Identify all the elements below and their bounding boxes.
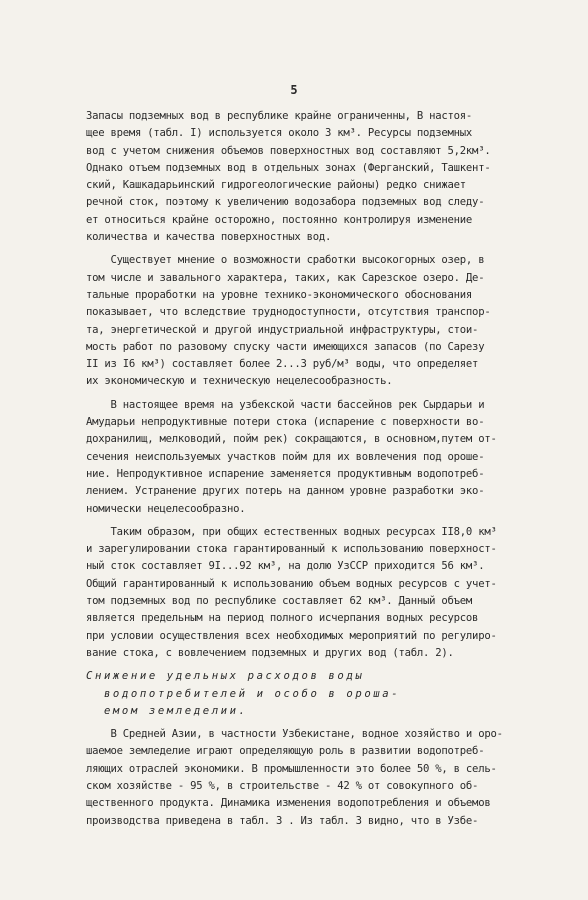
section-heading-line: емом земледелии.	[86, 704, 248, 717]
text-line: ский, Кашкадарьинский гидрогеологические районы) редко снижает	[86, 179, 466, 192]
text-line: производства приведена в табл. 3 . Из табл. 3 видно, что в Узбе-	[86, 814, 479, 827]
text-line: II из I6 км³) составляет более 2...3 руб/м³ воды, что определяет	[86, 358, 479, 371]
text-line: вание стока, с вовлечением подземных и других вод (табл. 2).	[86, 646, 454, 659]
text-line: та, энергетической и другой индустриальной инфраструктуры, стои-	[86, 323, 479, 336]
section-heading-line: Снижение удельных расходов воды	[86, 670, 365, 683]
text-line: сечения неиспользуемых участков пойм для их вовлечения под ороше-	[86, 450, 485, 463]
text-line: количества и качества поверхностных вод.	[86, 231, 332, 244]
text-line: лением. Устранение других потерь на данном уровне разработки эко-	[86, 485, 485, 498]
text-line: при условии осуществления всех необходимых мероприятий по регулиро-	[86, 629, 497, 642]
text-line: ляющих отраслей экономики. В промышленности это более 50 %, в сель-	[86, 762, 497, 775]
text-line: речной сток, поэтому к увеличению водозабора подземных вод следу-	[86, 196, 485, 209]
text-line: показывает, что вследствие труднодоступности, отсутствия транспор-	[86, 306, 491, 319]
text-line: тальные проработки на уровне технико-экономического обоснования	[86, 288, 473, 301]
text-line: Амударьи непродуктивные потери стока (испарение с поверхности во-	[86, 416, 485, 429]
text-line: ние. Непродуктивное испарение заменяется продуктивным водопотреб-	[86, 467, 485, 480]
text-line: В Средней Азии, в частности Узбекистане, водное хозяйство и оро-	[86, 728, 503, 741]
text-line: ском хозяйстве - 95 %, в строительстве - 42 % от совокупного об-	[86, 779, 479, 792]
text-line: их экономическую и техническую нецелесообразность.	[86, 375, 393, 388]
text-line: Однако отъем подземных вод в отдельных зонах (Ферганский, Ташкент-	[86, 161, 491, 174]
text-line: В настоящее время на узбекской части бассейнов рек Сырдарьи и	[86, 398, 485, 411]
text-line: номически нецелесообразно.	[86, 502, 246, 515]
text-line: ный сток составляет 9I...92 км³, на долю УзССР приходится 56 км³.	[86, 560, 485, 573]
body-text	[86, 108, 526, 830]
text-line: ет относиться крайне осторожно, постоянно контролируя изменение	[86, 213, 473, 226]
text-line: дохранилищ, мелководий, пойм рек) сокращаются, в основном,путем от-	[86, 433, 497, 446]
text-line: щее время (табл. I) используется около 3 км³. Ресурсы подземных	[86, 127, 473, 140]
text-line: Общий гарантированный к использованию объем водных ресурсов с учет-	[86, 577, 497, 590]
text-line: Существует мнение о возможности сработки высокогорных озер, в	[86, 254, 485, 267]
page-number: 5	[290, 83, 298, 97]
text-line: щественного продукта. Динамика изменения водопотребления и объемов	[86, 797, 491, 810]
section-heading-line: водопотребителей и особо в ороша-	[86, 687, 401, 700]
text-line: шаемое земледелие играют определяющую роль в развитии водопотреб-	[86, 745, 485, 758]
text-line: Таким образом, при общих естественных водных ресурсах II8,0 км³	[86, 525, 497, 538]
text-line: мость работ по разовому спуску части имеющихся запасов (по Сарезу	[86, 340, 485, 353]
text-line: вод с учетом снижения объемов поверхностных вод составляют 5,2км³.	[86, 144, 491, 157]
text-line: Запасы подземных вод в республике крайне ограниченны, В настоя-	[86, 110, 473, 122]
text-line: и зарегулировании стока гарантированный к использованию поверхност-	[86, 543, 497, 556]
text-line: том подземных вод по республике составляет 62 км³. Данный объем	[86, 595, 473, 608]
text-line: является предельным на период полного исчерпания водных ресурсов	[86, 612, 479, 625]
text-line: том числе и завального характера, таких, как Сарезское озеро. Де-	[86, 271, 485, 284]
